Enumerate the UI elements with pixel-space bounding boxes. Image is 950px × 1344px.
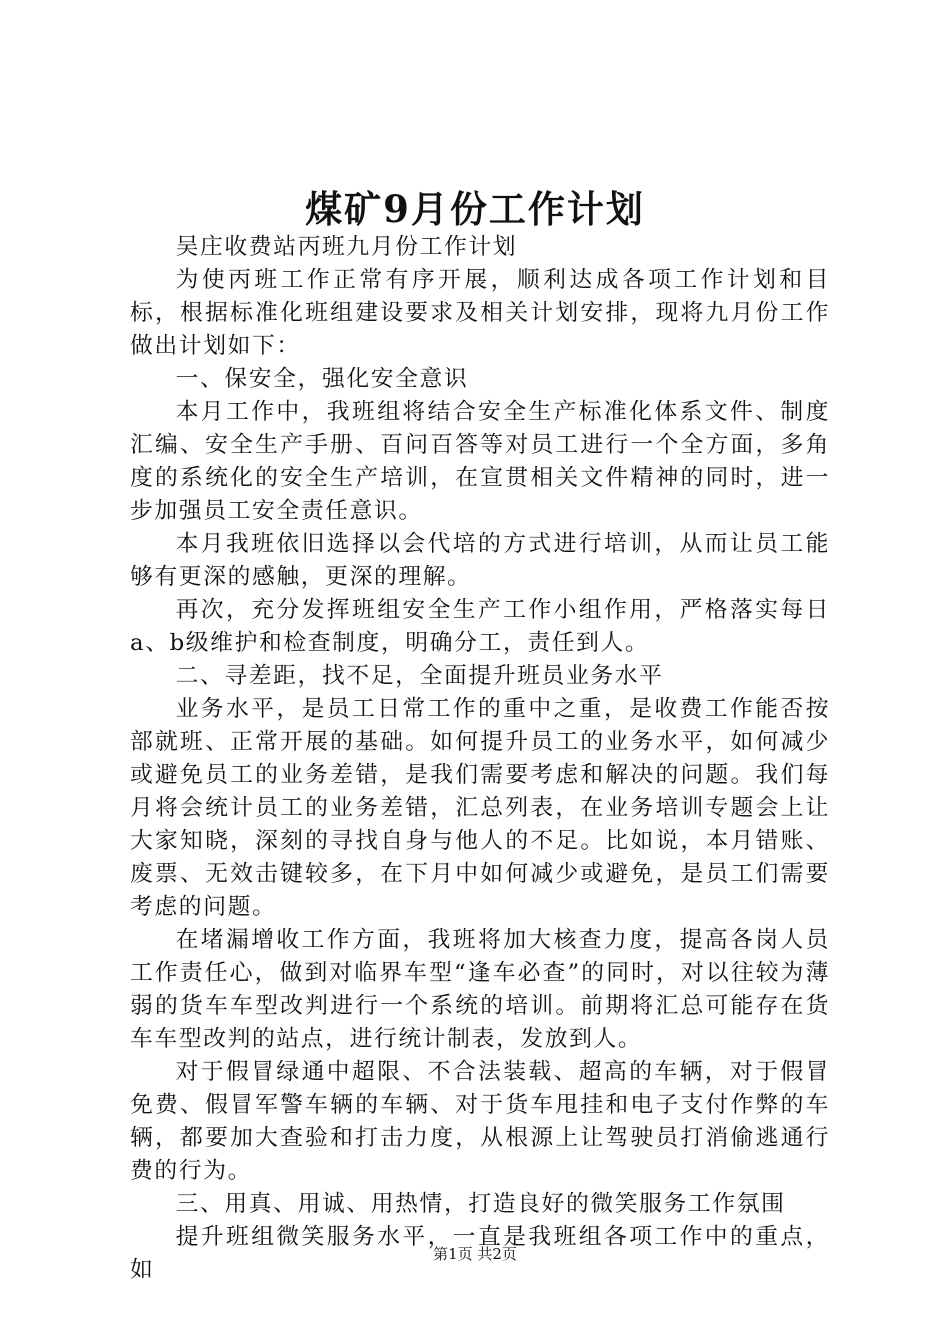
section-heading-3: 三、用真、用诚、用热情，打造良好的微笑服务工作氛围 [175, 1191, 786, 1217]
paragraph: 本月工作中，我班组将结合安全生产标准化体系文件、制度汇编、安全生产手册、百问百答等对员工进行一个全方面，多角度的系统化的安全生产培训，在宣贯相关文件精神的同时，进一步加强员工安全责任意识。 [130, 399, 830, 524]
section-heading-2: 二、寻差距，找不足，全面提升班员业务水平 [175, 663, 664, 689]
section-heading-1: 一、保安全，强化安全意识 [175, 366, 469, 392]
paragraph: 业务水平，是员工日常工作的重中之重，是收费工作能否按部就班、正常开展的基础。如何提升员工的业务水平，如何减少或避免员工的业务差错，是我们需要考虑和解决的问题。我们每月将会统计员工的业务差错，汇总列表，在业务培训专题会上让大家知晓，深刻的寻找自身与他人的不足。比如说，本月错账、废票、无效击键较多，在下月中如何减少或避免，是员工们需要考虑的问题。 [130, 696, 830, 920]
paragraph: 提升班组微笑服务水平，一直是我班组各项工作中的重点，如 [130, 1224, 830, 1283]
page-number-footer: 第1页 共2页 [433, 1245, 517, 1263]
paragraph: 在堵漏增收工作方面，我班将加大核查力度，提高各岗人员工作责任心，做到对临界车型“逢车必查”的同时，对以往较为薄弱的货车车型改判进行一个系统的培训。前期将汇总可能存在货车车型改判的站点，进行统计制表，发放到人。 [130, 927, 830, 1052]
paragraph-intro: 为使丙班工作正常有序开展，顺利达成各项工作计划和目标，根据标准化班组建设要求及相关计划安排，现将九月份工作做出计划如下： [130, 267, 830, 359]
paragraph: 对于假冒绿通中超限、不合法装载、超高的车辆，对于假冒免费、假冒军警车辆的车辆、对于货车甩挂和电子支付作弊的车辆，都要加大查验和打击力度，从根源上让驾驶员打消偷逃通行费的行为。 [130, 1059, 830, 1184]
document-body [130, 231, 830, 1287]
document-title: 煤矿9月份工作计划 [305, 187, 645, 231]
paragraph-subtitle: 吴庄收费站丙班九月份工作计划 [175, 234, 518, 260]
paragraph: 本月我班依旧选择以会代培的方式进行培训，从而让员工能够有更深的感触，更深的理解。 [130, 531, 830, 590]
paragraph: 再次，充分发挥班组安全生产工作小组作用，严格落实每日a、b级维护和检查制度，明确分工，责任到人。 [130, 597, 830, 656]
